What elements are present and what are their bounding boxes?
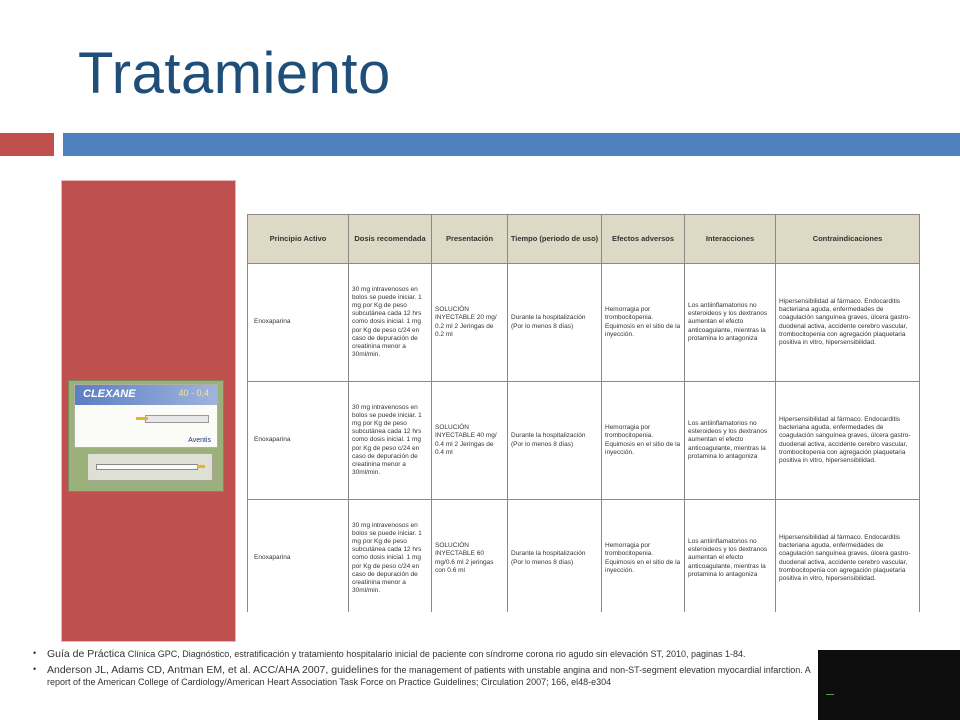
cell-dosis: 30 mg intravenosos en bolos se puede iniciar. 1 mg por Kg de peso subcutánea cada 12 hrs como dosis inicial. 1 mg por Kg de peso c/24 en caso de depuración de creatinina menor a 30ml/min. <box>349 500 432 613</box>
header-principio: Principio Activo <box>248 215 349 264</box>
cell-tiempo: Durante la hospitalización (Por lo menos 8 días) <box>508 500 602 613</box>
slide-title: Tratamiento <box>78 41 391 106</box>
reference-text: for the management of patients with unstable angina and non-ST-segment elevation myocardial infarction. A report of the American College of Cardiology/American Heart Association Task Force on Practice Guidelines; Circulation 2007; 166, el48-e304 <box>47 665 811 688</box>
cell-contraindicaciones: Hipersensibilidad al fármaco. Endocarditis bacteriana aguda, enfermedades de coagulación sanguínea graves, úlcera gastro-duodenal activa, accidente cerebro vascular, trombocitopenia con agregación plaquetaria positiva in vitro, hipersensibilidad. <box>776 382 920 500</box>
header-presentacion: Presentación <box>432 215 508 264</box>
product-brand: CLEXANE <box>83 388 136 400</box>
bullet-icon: • <box>33 648 37 658</box>
header-efectos: Efectos adversos <box>602 215 685 264</box>
reference-text: Clínica GPC, Diagnóstico, estratificación y tratamiento hospitalario inicial de paciente con síndrome corona rio agudo sin elevación ST, 2010, paginas 1-84. <box>125 649 746 659</box>
table-row <box>248 382 920 500</box>
cell-interacciones: Los antiinflamatorios no esteroideos y los dextranos aumentan el efecto anticoagulante, mientras la protamina lo antagoniza <box>685 500 776 613</box>
header-contraindicaciones: Contraindicaciones <box>776 215 920 264</box>
cell-efectos: Hemorragia por trombocitopenia. Equimosis en el sitio de la inyección. <box>602 382 685 500</box>
cell-principio: Enoxaparina <box>248 264 349 382</box>
cell-interacciones: Los antiinflamatorios no esteroideos y los dextranos aumentan el efecto anticoagulante, mientras la protamina lo antagoniza <box>685 264 776 382</box>
cell-contraindicaciones: Hipersensibilidad al fármaco. Endocarditis bacteriana aguda, enfermedades de coagulación sanguínea graves, úlcera gastro-duodenal activa, accidente cerebro vascular, trombocitopenia con agregación plaquetaria positiva in vitro, hipersensibilidad. <box>776 500 920 613</box>
product-photo <box>68 380 224 492</box>
reference-lead: Anderson JL, Adams CD, Antman EM, et al. ACC/AHA 2007, guidelines <box>47 664 379 677</box>
cell-principio: Enoxaparina <box>248 382 349 500</box>
table-row <box>248 264 920 382</box>
table-row <box>248 500 920 613</box>
cell-tiempo: Durante la hospitalización (Por lo menos 8 días) <box>508 382 602 500</box>
reference-lead: Guía de Práctica <box>47 648 126 660</box>
header-interacciones: Interacciones <box>685 215 776 264</box>
header-dosis: Dosis recomendada <box>349 215 432 264</box>
syringe-icon <box>145 415 209 423</box>
dark-corner-image <box>818 650 960 720</box>
product-dose: 40 - 0,4 <box>178 388 209 398</box>
header-tiempo: Tiempo (periodo de uso) <box>508 215 602 264</box>
cell-presentacion: SOLUCIÓN INYECTABLE 40 mg/ 0.4 ml 2 Jeringas de 0.4 ml <box>432 382 508 500</box>
cell-principio: Enoxaparina <box>248 500 349 613</box>
references <box>33 648 817 692</box>
tray-syringe-icon <box>96 464 198 470</box>
product-box <box>74 384 218 448</box>
product-box-band <box>75 385 217 405</box>
table-header-row <box>248 215 920 264</box>
cell-interacciones: Los antiinflamatorios no esteroideos y los dextranos aumentan el efecto anticoagulante, mientras la protamina lo antagoniza <box>685 382 776 500</box>
treatment-table-image <box>247 214 920 612</box>
reference-item <box>33 664 817 688</box>
cell-presentacion: SOLUCIÓN INYECTABLE 60 mg/0.6 ml 2 jeringas con 0.6 ml <box>432 500 508 613</box>
accent-bar-red <box>0 133 54 156</box>
cell-tiempo: Durante la hospitalización (Por lo menos 8 días) <box>508 264 602 382</box>
cell-efectos: Hemorragia por trombocitopenia. Equimosis en el sitio de la inyección. <box>602 500 685 613</box>
cell-presentacion: SOLUCIÓN INYECTABLE 20 mg/ 0.2 ml 2 Jeringas de 0.2 ml <box>432 264 508 382</box>
bullet-icon: • <box>33 664 37 675</box>
cell-efectos: Hemorragia por trombocitopenia. Equimosis en el sitio de la inyección. <box>602 264 685 382</box>
cell-dosis: 30 mg intravenosos en bolos se puede iniciar. 1 mg por Kg de peso subcutánea cada 12 hrs como dosis inicial. 1 mg por Kg de peso c/24 en caso de depuración de creatinina menor a 30ml/min. <box>349 382 432 500</box>
cell-contraindicaciones: Hipersensibilidad al fármaco. Endocarditis bacteriana aguda, enfermedades de coagulación sanguínea graves, úlcera gastro-duodenal activa, accidente cerebro vascular, trombocitopenia con agregación plaquetaria positiva in vitro, hipersensibilidad. <box>776 264 920 382</box>
cell-dosis: 30 mg intravenosos en bolos se puede iniciar. 1 mg por Kg de peso subcutánea cada 12 hrs como dosis inicial. 1 mg por Kg de peso c/24 en caso de depuración de creatinina menor a 30ml/min. <box>349 264 432 382</box>
treatment-table <box>247 214 920 612</box>
reference-item <box>33 648 817 661</box>
accent-bar-blue <box>63 133 960 156</box>
product-maker: Aventis <box>188 437 211 444</box>
syringe-tray <box>87 453 213 481</box>
